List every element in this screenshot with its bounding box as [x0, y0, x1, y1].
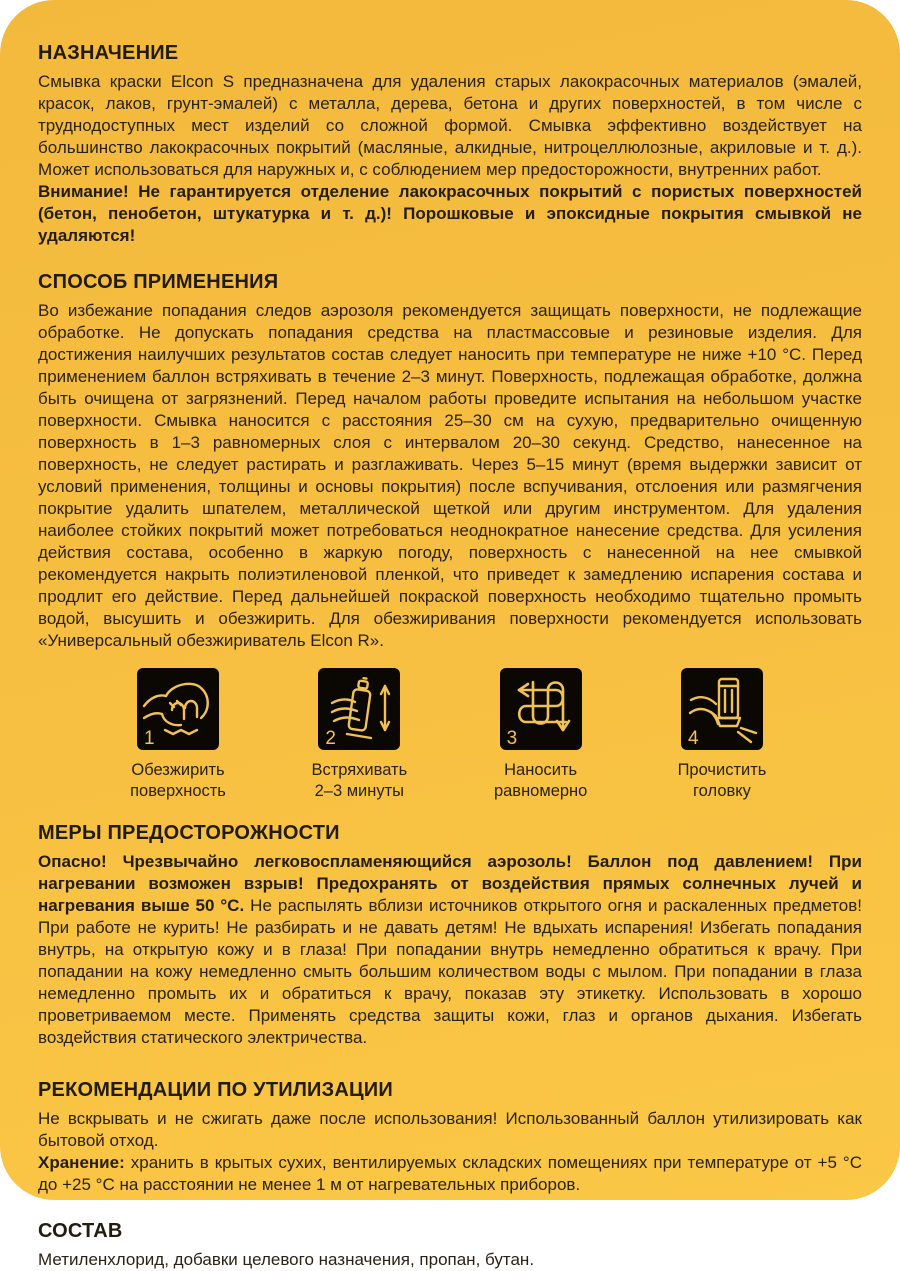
clean-nozzle-icon	[681, 668, 763, 750]
storage-label: Хранение:	[38, 1153, 125, 1172]
section-purpose	[38, 42, 862, 247]
step-label-line2: поверхность	[130, 782, 226, 800]
step-number: 2	[325, 728, 336, 749]
step-label-line1: Встряхивать	[311, 761, 408, 779]
step-label-line1: Наносить	[504, 761, 578, 779]
step-label-line2: головку	[693, 782, 751, 800]
step-label	[130, 760, 226, 802]
step-apply	[461, 668, 621, 802]
step-label-line2: равномерно	[493, 782, 588, 800]
wipe-surface-icon	[137, 668, 219, 750]
danger-statement: Опасно! Чрезвычайно легковоспламеняющийся аэрозоль! Баллон под давлением! При нагревании возможен взрыв! Предохранять от воздействия прямых солнечных лучей и нагревания выше 50 °С.	[38, 852, 862, 915]
step-label-line1: Обезжирить	[131, 761, 225, 779]
section-disposal	[38, 1079, 862, 1196]
step-number: 4	[687, 728, 699, 749]
step-number: 3	[506, 728, 518, 749]
step-label-line2: 2–3 минуты	[314, 782, 405, 800]
step-label	[311, 760, 407, 802]
step-number: 1	[144, 728, 155, 749]
shake-can-icon	[318, 668, 400, 750]
precautions-title: МЕРЫ ПРЕДОСТОРОЖНОСТИ	[38, 822, 340, 844]
storage-text: хранить в крытых сухих, вентилируемых складских помещениях при температуре от +5 °С до +25 °С на расстоянии не менее 1 м от нагревательных приборов.	[38, 1153, 862, 1194]
section-precautions	[38, 822, 862, 1049]
step-label-line1: Прочистить	[677, 761, 767, 779]
step-clean	[642, 668, 802, 802]
application-body: Во избежание попадания следов аэрозоля рекомендуется защищать поверхности, не подлежащие обработке. Не допускать попадания средства на пластмассовые и резиновые изделия. Для достижения наилучших результатов состав следует наносить при температуре не ниже +10 °С. Перед применением баллон встряхивать в течение 2–3 минут. Поверхность, подлежащая обработке, должна быть очищена от загрязнений. Перед началом работы проведите испытания на небольшом участке поверхности. Смывка наносится с расстояния 25–30 см на сухую, предварительно очищенную поверхность в 1–3 равномерных слоя с интервалом 20–30 секунд. Средство, нанесенное на поверхность, не следует растирать и разглаживать. Через 5–15 минут (время выдержки зависит от условий применения, толщины и основы покрытия) после вспучивания, отслоения или размягчения покрытие удалить шпателем, металлической щеткой или другим инструментом. Для удаления наиболее стойких покрытий может потребоваться неоднократное нанесение средства. Для усиления действия состава, особенно в жаркую погоду, поверхность с нанесенной на нее смывкой рекомендуется накрыть полиэтиленовой пленкой, что приведет к замедлению испарения состава и продлит его действие. Перед дальнейшей покраской поверхность необходимо тщательно промыть водой, высушить и обезжирить. Для обезжиривания поверхности рекомендуется использовать «Универсальный обезжириватель Elcon R».	[38, 301, 862, 650]
purpose-warning: Внимание! Не гарантируется отделение лакокрасочных покрытий с пористых поверхностей (бетон, пенобетон, штукатурка и т. д.)! Порошковые и эпоксидные покрытия смывкой не удаляются!	[38, 182, 862, 245]
precautions-text: Не распылять вблизи источников открытого огня и раскаленных предметов! При работе не курить! Не разбирать и не давать детям! Не вдыхать испарения! Избегать попадания внутрь, на открытую кожу и в глаза! При попадании внутрь немедленно обратиться к врачу. При попадании на кожу немедленно смыть большим количеством воды с мылом. При попадании в глаза немедленно промыть их и обратиться к врачу, показав эту этикетку. Использовать в хорошо проветриваемом месте. Применять средства защиты кожи, глаз и органов дыхания. Избегать воздействия статического электричества.	[38, 896, 862, 1047]
usage-steps-row	[38, 668, 862, 802]
composition-body: Метиленхлорид, добавки целевого назначения, пропан, бутан.	[38, 1250, 535, 1269]
storage-note	[38, 1152, 862, 1196]
application-title: СПОСОБ ПРИМЕНЕНИЯ	[38, 271, 279, 293]
apply-evenly-icon	[500, 668, 582, 750]
step-label	[494, 760, 587, 802]
composition-title: СОСТАВ	[38, 1220, 123, 1242]
purpose-body: Смывка краски Elcon S предназначена для удаления старых лакокрасочных материалов (эмалей, красок, лаков, грунт-эмалей) с металла, дерева, бетона и других поверхностей, в том числе с труднодоступных мест изделий со сложной формой. Смывка эффективно воздействует на большинство лакокрасочных покрытий (масляные, алкидные, нитроцеллюлозные, акриловые и т. д.). Может использоваться для наружных и, с соблюдением мер предосторожности, внутренних работ.	[38, 72, 862, 179]
step-degrease	[98, 668, 258, 802]
disposal-title: РЕКОМЕНДАЦИИ ПО УТИЛИЗАЦИИ	[38, 1079, 393, 1101]
step-label	[678, 760, 767, 802]
step-shake	[279, 668, 439, 802]
purpose-title: НАЗНАЧЕНИЕ	[38, 42, 179, 64]
section-composition	[38, 1220, 862, 1271]
precautions-body	[38, 851, 862, 1049]
section-application	[38, 271, 862, 652]
disposal-body: Не вскрывать и не сжигать даже после использования! Использованный баллон утилизировать как бытовой отход.	[38, 1109, 862, 1150]
